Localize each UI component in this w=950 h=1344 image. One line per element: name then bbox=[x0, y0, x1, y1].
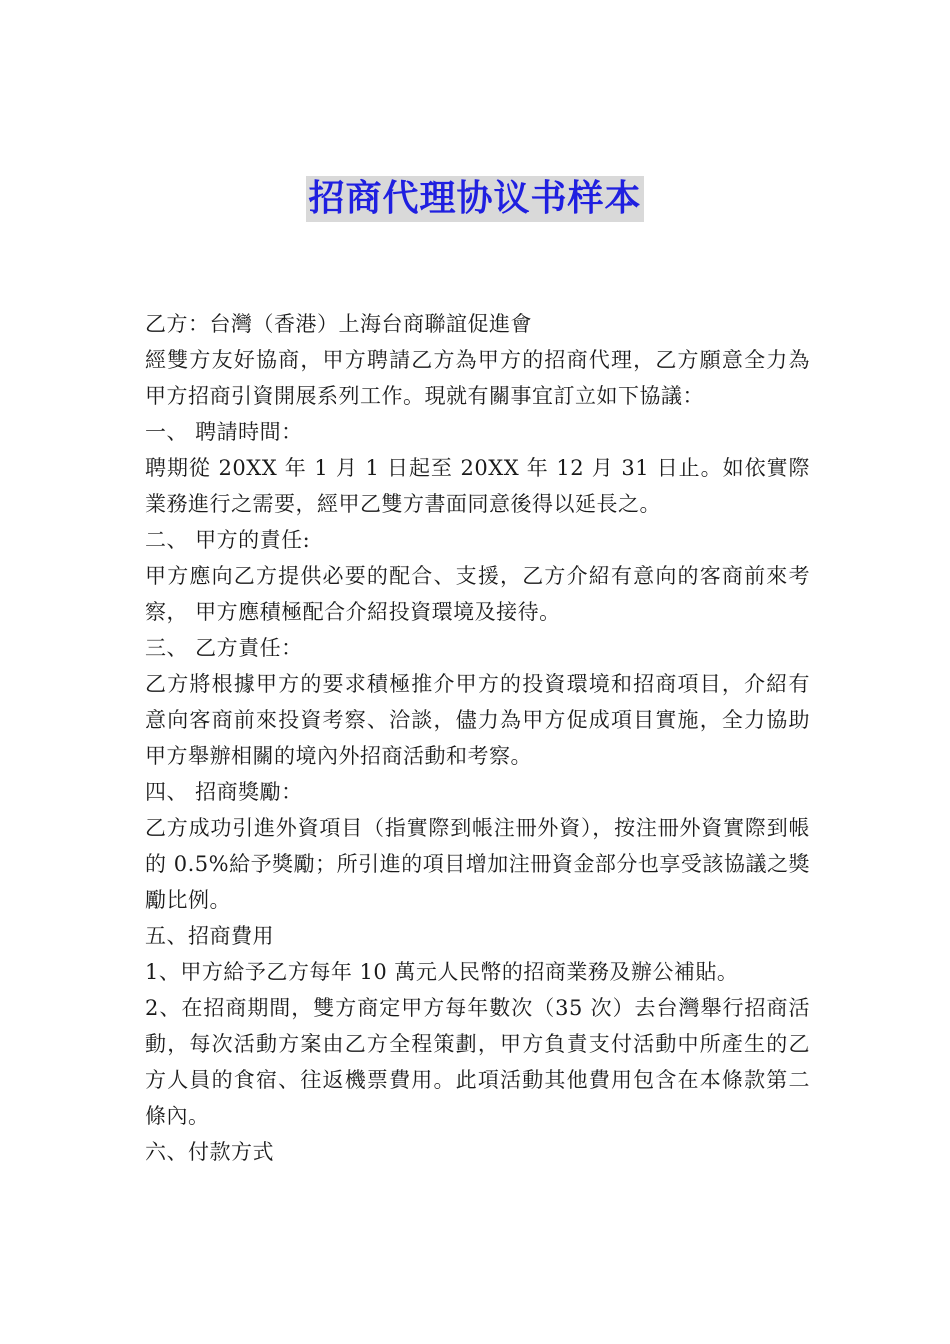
section-body-4: 乙方成功引進外資項目（指實際到帳注冊外資），按注冊外資實際到帳的 0.5%給予獎勵；所引進的項目增加注冊資金部分也享受該協議之獎勵比例。 bbox=[145, 816, 810, 912]
section-body-3: 乙方將根據甲方的要求積極推介甲方的投資環境和招商項目，介紹有意向客商前來投資考察、洽談，儘力為甲方促成項目實施，全力協助甲方舉辦相關的境內外招商活動和考察。 bbox=[145, 672, 810, 768]
section-heading-3: 三、 乙方責任： bbox=[145, 636, 303, 660]
section-heading-1: 一、 聘請時間： bbox=[145, 420, 303, 444]
preamble-paragraph: 經雙方友好協商，甲方聘請乙方為甲方的招商代理，乙方願意全力為甲方招商引資開展系列工作。現就有關事宜訂立如下協議： bbox=[145, 348, 810, 408]
document-body bbox=[145, 306, 810, 1170]
section-body-5-item-2: 2、在招商期間，雙方商定甲方每年數次（35 次）去台灣舉行招商活動，每次活動方案由乙方全程策劃，甲方負責支付活動中所產生的乙方人員的食宿、往返機票費用。此項活動其他費用包含在本條款第二條內。 bbox=[145, 996, 810, 1128]
section-body-1: 聘期從 20XX 年 1 月 1 日起至 20XX 年 12 月 31 日止。如依實際業務進行之需要，經甲乙雙方書面同意後得以延長之。 bbox=[145, 456, 810, 516]
title-container bbox=[0, 176, 950, 222]
section-body-2: 甲方應向乙方提供必要的配合、支援，乙方介紹有意向的客商前來考察， 甲方應積極配合介紹投資環境及接待。 bbox=[145, 564, 810, 624]
section-heading-5: 五、招商費用 bbox=[145, 924, 274, 948]
party-b-line: 乙方：台灣（香港）上海台商聯誼促進會 bbox=[145, 312, 532, 336]
document-title: 招商代理协议书样本 bbox=[306, 176, 643, 222]
section-heading-2: 二、 甲方的責任: bbox=[145, 528, 311, 552]
section-heading-4: 四、 招商獎勵： bbox=[145, 780, 303, 804]
section-heading-6: 六、付款方式 bbox=[145, 1140, 274, 1164]
section-body-5-item-1: 1、甲方給予乙方每年 10 萬元人民幣的招商業務及辦公補貼。 bbox=[145, 960, 739, 984]
